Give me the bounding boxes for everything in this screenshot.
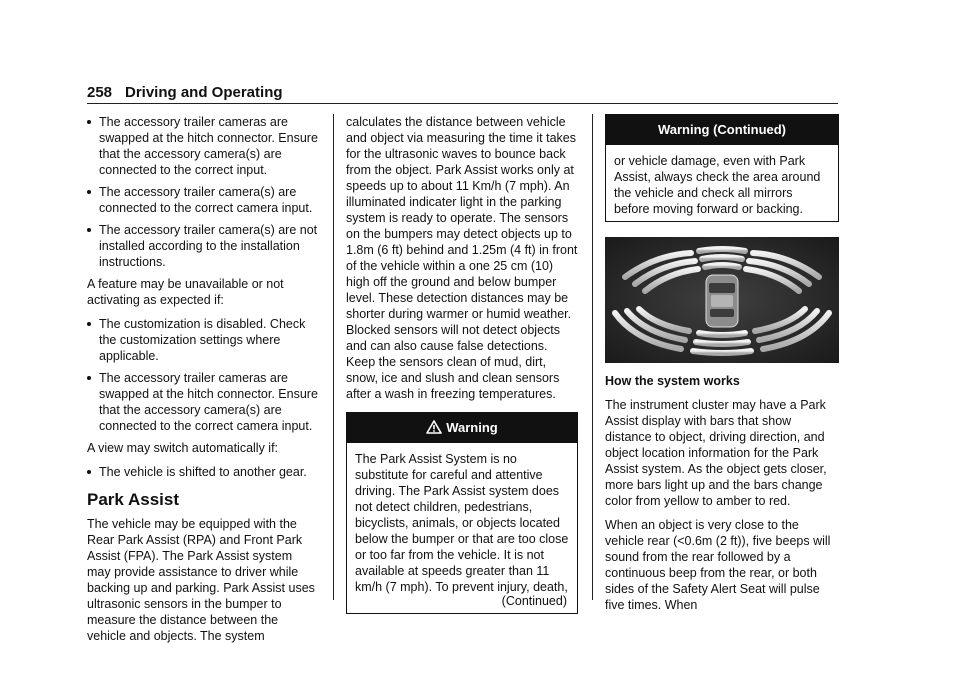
warning-icon — [426, 415, 442, 429]
list-item: The accessory trailer camera(s) are not installed according to the installation instructions. — [87, 222, 319, 270]
front-center-outer-bar — [699, 249, 745, 251]
column-3 — [605, 114, 839, 621]
list-item: The accessory trailer cameras are swapped at the hitch connector. Ensure that the accessory camera(s) are connected to the correct input. — [87, 114, 319, 178]
bullet-list-camera-issues — [87, 114, 319, 270]
list-item: The accessory trailer camera(s) are connected to the correct camera input. — [87, 184, 319, 216]
continued-label: (Continued) — [501, 594, 567, 608]
park-assist-diagram — [605, 237, 839, 363]
paragraph-view-switch: A view may switch automatically if: — [87, 441, 279, 455]
front-center-mid-bar — [702, 257, 742, 259]
warning-header — [347, 413, 577, 443]
how-system-works-paragraph-2: When an object is very close to the vehicle rear (<0.6m (2 ft)), five beeps will sound from the rear followed by a continuous beep from the rear, or both sides of the Safety Alert Seat will pulse five times. When — [605, 518, 831, 612]
bullet-list-feature-unavailable — [87, 316, 319, 434]
column-divider — [333, 114, 334, 600]
section-title: Driving and Operating — [125, 84, 283, 101]
warning-box-continued — [605, 114, 839, 222]
park-assist-display-illustration — [605, 237, 839, 363]
bullet-list-view-switch — [87, 464, 319, 480]
vehicle-icon — [706, 275, 738, 327]
column-1 — [87, 114, 319, 652]
park-assist-paragraph-cont: calculates the distance between vehicle and object via measuring the time it takes for the ultrasonic waves to bounce back from the object. Park Assist works only at speeds up to about 11 Km/h (7 mph). An illuminated indicater light in the parking system is ready to operate. The sensors on the bumpers may detect objects up to 1.8m (6 ft) behind and 1.25m (4 ft) in front of the vehicle within a one 25 cm (10) high off the ground and below bumper level. These detection distances may be shorter during warmer or humid weather. Blocked sensors will not detect objects and can also cause false detections. Keep the sensors clean of mud, dirt, snow, ice and slush and clean sensors after a wash in freezing temperatures. — [346, 115, 578, 401]
front-center-inner-bar — [705, 265, 739, 267]
warning-body-continued — [606, 145, 838, 221]
how-system-works-paragraph-1: The instrument cluster may have a Park Assist display with bars that show distance to object, driving direction, and object location information for the Park Assist system. As the object gets closer, more bars light up and the bars change color from yellow to amber to red. — [605, 398, 827, 508]
rear-center-outer-bar — [693, 351, 751, 353]
warning-box — [346, 412, 578, 614]
list-item: The vehicle is shifted to another gear. — [87, 464, 319, 480]
how-system-works-heading: How the system works — [605, 374, 740, 388]
warning-text-continued: or vehicle damage, even with Park Assist, always check the area around the vehicle and check all mirrors before moving forward or backing. — [614, 154, 821, 216]
column-divider — [592, 114, 593, 600]
park-assist-paragraph: The vehicle may be equipped with the Rear Park Assist (RPA) and Front Park Assist (FPA). The Park Assist system may provide assistance to driver while backing up and parking. Park Assist uses ultrasonic sensors in the bumper to measure the distance between the vehicle and objects. The system — [87, 517, 315, 643]
page-number: 258 — [87, 84, 113, 101]
rear-center-mid-bar — [696, 342, 748, 344]
list-item: The customization is disabled. Check the customization settings where applicable. — [87, 316, 319, 364]
paragraph-feature-unavailable: A feature may be unavailable or not activating as expected if: — [87, 277, 284, 307]
rear-center-inner-bar — [699, 333, 745, 335]
header-rule — [87, 103, 838, 104]
page-header — [87, 84, 838, 106]
list-item: The accessory trailer cameras are swapped at the hitch connector. Ensure that the accessory camera(s) are connected to the correct camera input. — [87, 370, 319, 434]
park-assist-heading: Park Assist — [87, 490, 179, 509]
column-2 — [346, 114, 578, 614]
warning-header-continued: Warning (Continued) — [606, 115, 838, 145]
warning-text: The Park Assist System is no substitute for careful and attentive driving. The Park Assist system does not detect children, pedestrians, bicyclists, animals, or objects located below the bumper or that are too close or too far from the vehicle. It is not available at speeds greater than 11 km/h (7 mph). To prevent injury, death, — [355, 452, 569, 594]
warning-body — [347, 443, 577, 613]
warning-title: Warning — [446, 420, 498, 435]
